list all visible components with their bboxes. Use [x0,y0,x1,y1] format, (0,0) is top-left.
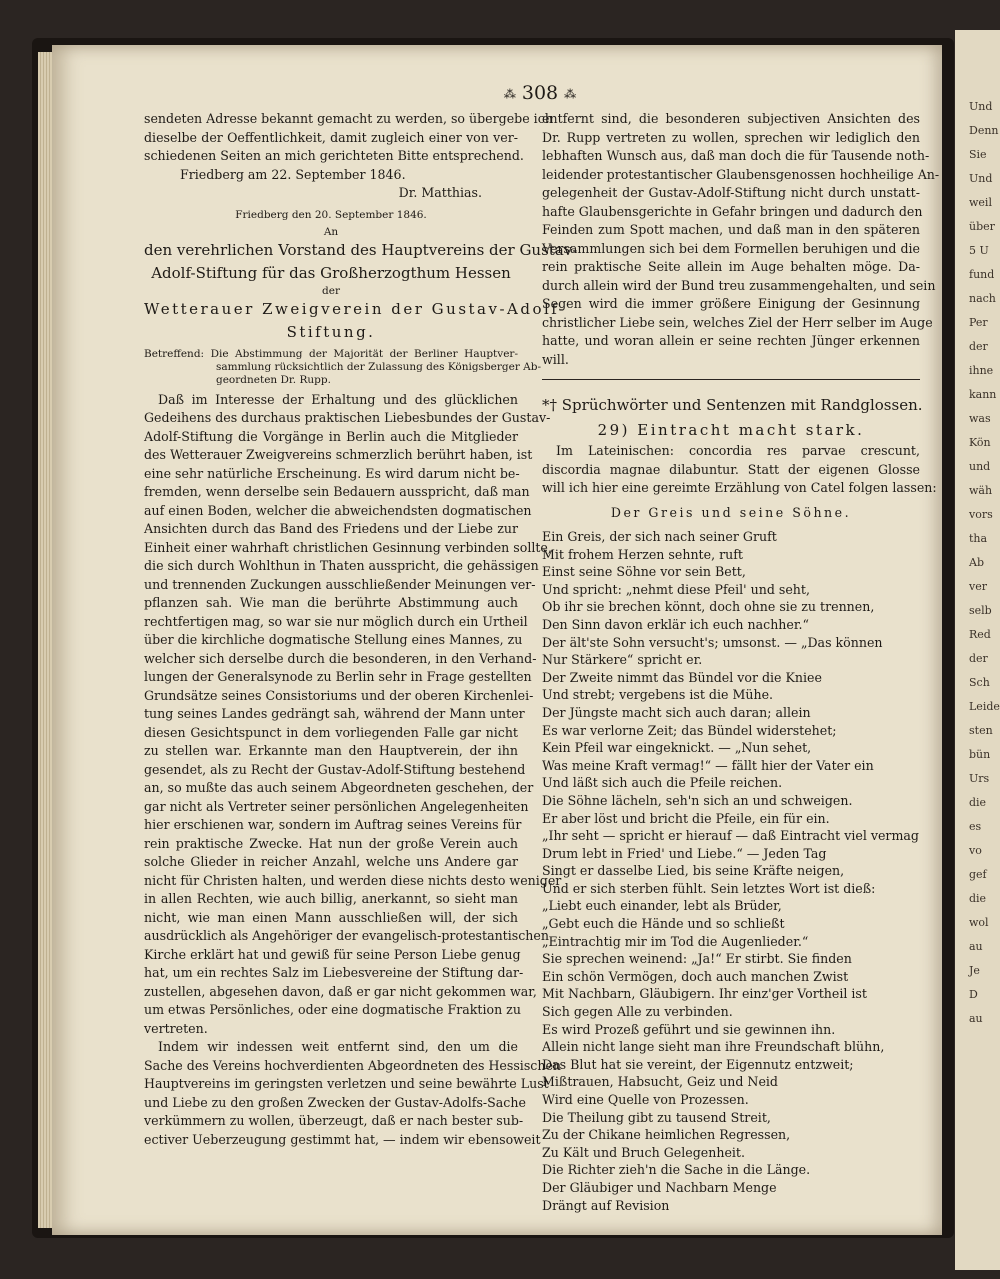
text-line: entfernt sind, die besonderen subjectiven Ansichten des [542,111,920,126]
text-line: will ich hier eine gereimte Erzählung von Catel folgen lassen: [542,480,937,495]
text-line: Der Gläubiger und Nachbarn Menge [542,1179,777,1195]
text-line: verkümmern zu wollen, überzeugt, daß er nach bester sub- [144,1113,524,1128]
text-line: Im Lateinischen: concordia res parvae crescunt, [556,443,920,458]
text-line: tung seines Landes gedrängt sah, während der Mann unter [144,706,525,721]
next-page-fragment: was [969,412,991,425]
text-line: Drum lebt in Fried' und Liebe.“ — Jeden Tag [542,845,827,861]
text-line: Er aber löst und bricht die Pfeile, ein für ein. [542,810,830,826]
next-page-fragment: weil [969,196,992,209]
next-page-fragment: sten [969,724,993,737]
text-line: Zu Kält und Bruch Gelegenheit. [542,1144,745,1160]
text-line: Sie sprechen weinend: „Ja!“ Er stirbt. Sie finden [542,951,852,967]
text-line: eine sehr natürliche Erscheinung. Es wird darum nicht be- [144,465,520,481]
ornament-left-icon: ⁂ [503,87,516,101]
addressee-line-1: den verehrlichen Vorstand des Hauptvereins der Gustav- [144,240,578,259]
page-header [470,82,610,104]
text-line: sendeten Adresse bekannt gemacht zu werden, so übergebe ich [144,111,553,126]
left-column [144,110,578,1149]
text-line: Versammlungen sich bei dem Formellen beruhigen und die [542,240,920,256]
text-line: Drängt auf Revision [542,1197,670,1213]
next-page-fragment: ihne [969,364,994,377]
text-line: Und spricht: „nehmt diese Pfeil' und seht, [542,581,810,597]
text-line: Nur Stärkere“ spricht er. [542,652,703,668]
next-page-edge [955,30,1000,1270]
text-line: rechtfertigen mag, so war sie nur möglich durch ein Urtheil [144,613,528,629]
text-line: rein praktische Seite allein im Auge behalten möge. Da- [542,259,920,274]
text-line: auf einen Boden, welcher die abweichendsten dogmatischen [144,502,532,518]
next-page-fragment: tha [969,532,988,545]
next-page-fragment: Per [969,316,988,329]
text-line: Indem wir indessen weit entfernt sind, den um die [158,1039,518,1054]
next-page-fragment: wäh [969,484,993,497]
text-line: an, so mußte das auch seinem Abgeordneten geschehen, der [144,780,534,795]
text-line: nicht für Christen halten, und werden diese nichts desto weniger [144,872,562,888]
poem [542,528,920,1214]
text-line: Mißtrauen, Habsucht, Geiz und Neid [542,1074,778,1090]
text-line: Die Söhne lächeln, seh'n sich an und schweigen. [542,792,853,808]
next-page-fragment: vo [969,844,982,857]
text-line: ausdrücklich als Angehöriger der evangelisch-protestantischen [144,928,549,943]
betreff [144,347,542,387]
text-line: Einheit einer wahrhaft christlichen Gesinnung verbinden sollte, [144,539,552,555]
text-line: und Liebe zu den großen Zwecken der Gustav-Adolfs-Sache [144,1094,526,1110]
text-line: christlicher Liebe sein, welches Ziel der Herr selber im Auge [542,314,933,330]
text-line: „Ihr seht — spricht er hierauf — daß Eintracht viel vermag [542,828,919,844]
next-page-fragment: vors [969,508,993,521]
text-line: pflanzen sah. Wie man die berührte Abstimmung auch [144,595,518,610]
text-line: solche Glieder in reicher Anzahl, welche uns Andere gar [144,854,518,869]
next-page-fragment: bün [969,748,991,761]
next-page-fragment: Und [969,100,993,113]
paragraph-1 [144,391,562,1020]
text-line: Hauptvereins im geringsten verletzen und seine bewährte Lust [144,1076,549,1091]
next-page-fragment: Ab [969,556,984,569]
paragraph-2 [144,1038,562,1149]
text-line: durch allein wird der Bund treu zusammengehalten, und sein [542,277,936,293]
text-line: Ein schön Vermögen, doch auch manchen Zwist [542,968,849,984]
text-line: Ein Greis, der sich nach seiner Gruft [542,529,777,544]
text-line: geordneten Dr. Rupp. [216,373,331,386]
next-page-fragment: nach [969,292,996,305]
page-number: 308 [521,82,559,104]
text-line: Zu der Chikane heimlichen Regressen, [542,1127,791,1143]
ornament-right-icon: ⁂ [564,87,577,101]
next-page-fragment: Und [969,172,993,185]
text-line: Einst seine Söhne vor sein Bett, [542,564,746,580]
next-page-fragment: gef [969,868,987,881]
next-page-fragment: D [969,988,978,1001]
text-line: Adolf-Stiftung die Vorgänge in Berlin auch die Mitglieder [144,428,518,444]
sender-line-1: Wetterauer Zweigverein der Gustav-Adolf- [144,299,567,318]
text-line: Sache des Vereins hochverdienten Abgeordneten des Hessischen [144,1057,562,1073]
addr-an: An [323,225,339,238]
next-page-fragment: Urs [969,772,990,785]
text-line: Ansichten durch das Band des Friedens und der Liebe zur [144,521,518,536]
text-line: zu stellen war. Erkannte man den Hauptverein, der ihn [144,743,518,758]
text-line: Und er sich sterben fühlt. Sein letztes Wort ist dieß: [542,880,876,896]
text-line: Es war verlorne Zeit; das Bündel widerstehet; [542,722,837,738]
text-line: gesendet, als zu Recht der Gustav-Adolf-Stiftung bestehend [144,761,526,777]
text-line: um etwas Persönliches, oder eine dogmatische Fraktion zu [144,1002,521,1017]
text-line: hier erschienen war, sondern im Auftrag seines Vereins für [144,817,522,832]
text-line: „Gebt euch die Hände und so schließt [542,916,785,932]
text-line: gelegenheit der Gustav-Adolf-Stiftung nicht durch unstatt- [542,185,920,200]
text-line: sammlung rücksichtlich der Zulassung des Königsberger Ab- [216,360,542,373]
text-line: Mit frohem Herzen sehnte, ruft [542,546,743,562]
text-line: „Eintrachtig mir im Tod die Augenlieder.“ [542,933,809,949]
next-page-fragment: kann [969,388,997,401]
text-line: Mit Nachbarn, Gläubigern. Ihr einz'ger Vortheil ist [542,986,867,1002]
text-line: über die kirchliche dogmatische Stellung eines Mannes, zu [144,632,523,647]
section-title: *† Sprüchwörter und Sentenzen mit Randglossen. [542,396,923,414]
text-line: Der ält'ste Sohn versucht's; umsonst. — „Das können [542,634,883,650]
text-line: hafte Glaubensgerichte in Gefahr bringen und dadurch den [542,203,923,219]
text-line: Und strebt; vergebens ist die Mühe. [542,687,774,703]
next-page-fragment: Je [969,964,980,977]
text-line: fremden, wenn derselbe sein Bedauern ausspricht, daß man [144,484,530,499]
letter-date: Friedberg den 20. September 1846. [235,208,427,221]
intro-paragraph [542,442,937,498]
next-page-fragment: es [969,820,982,833]
intro-text [144,110,553,166]
next-page-fragment: wol [969,916,989,929]
text-line: leidender protestantischer Glaubensgenossen hochheilige An- [542,166,940,182]
poem-title: Der Greis und seine Söhne. [610,504,852,520]
continued-paragraph [542,110,940,351]
text-line: Die Theilung gibt zu tausend Streit, [542,1109,771,1125]
addressee-line-2: Adolf-Stiftung für das Großherzogthum Hessen [151,263,511,282]
subsection-title: 29) Eintracht macht stark. [597,421,865,439]
next-page-fragment: Denn [969,124,999,137]
text-line: Die Richter zieh'n die Sache in die Länge. [542,1162,811,1178]
text-line: Feinden zum Spott machen, und daß man in den späteren [542,222,920,237]
text-line: diesen Gesichtspunct in dem vorliegenden Falle gar nicht [144,724,518,740]
next-page-fragment: au [969,940,983,953]
next-page-fragment: 5 U [969,244,989,257]
text-line: lungen der Generalsynode zu Berlin sehr in Frage gestellten [144,669,532,684]
text-line: Wird eine Quelle von Prozessen. [542,1092,749,1107]
text-line: Der Zweite nimmt das Bündel vor die Kniee [542,669,822,685]
next-page-fragment: der [969,340,988,353]
text-line: discordia magnae dilabuntur. Statt der eigenen Glosse [542,461,920,477]
text-line: Kein Pfeil war eingeknickt. — „Nun sehet, [542,740,812,756]
text-line: Der Jüngste macht sich auch daran; allein [542,704,811,720]
next-page-fragment: der [969,652,988,665]
text-line: Grundsätze seines Consistoriums und der oberen Kirchenlei- [144,687,534,703]
next-page-fragment: ver [969,580,987,593]
text-line: des Wetterauer Zweigvereins schmerzlich berührt haben, ist [144,447,533,462]
text-line: nicht, wie man einen Mann ausschließen will, der sich [144,909,518,925]
text-line: Ob ihr sie brechen könnt, doch ohne sie zu trennen, [542,599,875,615]
next-page-fragment: über [969,220,995,233]
text-line: Sich gegen Alle zu verbinden. [542,1004,733,1020]
text-line: und trennenden Zuckungen ausschließender Meinungen ver- [144,576,536,592]
dateline: Friedberg am 22. September 1846. [180,166,406,182]
addr-der: der [322,284,340,297]
text-line: lebhaften Wunsch aus, daß man doch die für Tausende noth- [542,148,930,163]
next-page-fragment: die [969,892,987,905]
text-line: Kirche erklärt hat und gewiß für seine Person Liebe genug [144,946,521,962]
next-page-fragment: selb [969,604,992,617]
text-line: Daß im Interesse der Erhaltung und des glücklichen [158,391,518,407]
text-line: Den Sinn davon erklär ich euch nachher.“ [542,616,809,632]
text-line: hat, um ein rechtes Salz im Liebesvereine der Stiftung dar- [144,965,524,980]
text-line: Es wird Prozeß geführt und sie gewinnen ihn. [542,1021,836,1037]
text-line: Was meine Kraft vermag!“ — fällt hier der Vater ein [542,757,874,773]
section-divider [542,379,920,380]
text-line: Gedeihens des durchaus praktischen Liebesbundes der Gustav- [144,410,551,425]
next-page-fragment: au [969,1012,983,1025]
next-page-fragment: Red [969,628,991,641]
text-line: die sich durch Wohlthun in Thaten ausspricht, die gehässigen [144,558,539,573]
text-line: Segen wird die immer größere Einigung der Gesinnung [542,296,920,311]
signature: Dr. Matthias. [398,185,482,200]
text-line: Und läßt sich auch die Pfeile reichen. [542,775,783,791]
next-page-fragment: die [969,796,987,809]
next-page-fragment: Sie [969,148,987,161]
next-page-fragment: und [969,460,991,473]
continued-paragraph-end: will. [542,351,569,367]
text-line: welcher sich derselbe durch die besonderen, in den Verhand- [144,650,537,666]
text-line: Allein nicht lange sieht man ihre Freundschaft blühn, [542,1039,885,1055]
right-column [542,110,940,1214]
next-page-fragment: fund [969,268,995,281]
next-page-fragment: Sch [969,676,990,689]
text-line: in allen Rechten, wie auch billig, anerkannt, so sieht man [144,891,518,906]
text-line: „Liebt euch einander, lebt als Brüder, [542,898,782,914]
paragraph-1-end: vertreten. [144,1020,208,1036]
next-page-fragment: Leide [969,700,1000,713]
text-line: ectiver Ueberzeugung gestimmt hat, — indem wir ebensoweit [144,1131,541,1147]
text-line: Betreffend: Die Abstimmung der Majorität der Berliner Hauptver- [144,347,518,360]
text-line: Dr. Rupp vertreten zu wollen, sprechen wir lediglich den [542,129,920,145]
text-line: dieselbe der Oeffentlichkeit, damit zugleich einer von ver- [144,129,518,145]
text-line: hatte, und woran allein er seine rechten Jünger erkennen [542,333,920,348]
text-line: rein praktische Zwecke. Hat nun der große Verein auch [144,835,518,851]
text-line: gar nicht als Vertreter seiner persönlichen Angelegenheiten [144,798,529,814]
text-line: Singt er dasselbe Lied, bis seine Kräfte neigen, [542,863,845,879]
text-line: Das Blut hat sie vereint, der Eigennutz entzweit; [542,1056,854,1072]
sender-line-2: Stiftung. [286,322,376,341]
text-line: zustellen, abgesehen davon, daß er gar nicht gekommen war, [144,983,537,999]
text-line: schiedenen Seiten an mich gerichteten Bitte entsprechend. [144,148,524,163]
next-page-fragment: Kön [969,436,991,449]
